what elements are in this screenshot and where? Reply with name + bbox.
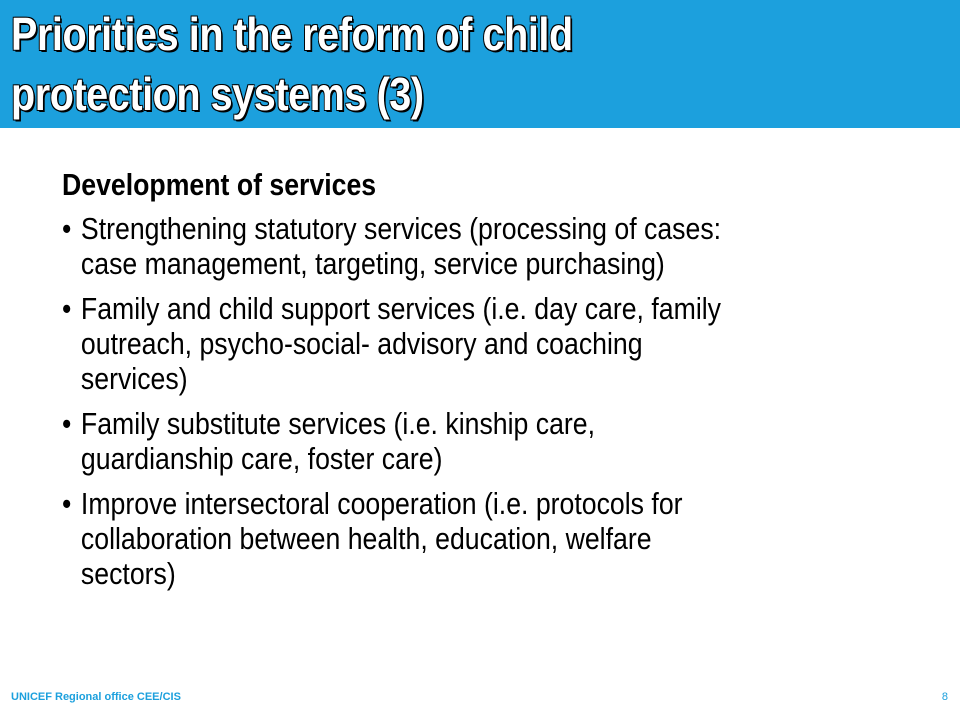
bullet-text-line: Strengthening statutory services (processing of cases: (80, 211, 722, 246)
page-number: 8 (941, 691, 948, 703)
bullet-text-line: Family and child support services (i.e. day care, family (80, 291, 722, 326)
slide-body (62, 165, 819, 601)
bullet-item (62, 211, 950, 281)
bullet-list (62, 211, 819, 591)
bullet-text-line: sectors) (80, 556, 176, 591)
slide-title-line-1: Priorities in the reform of child (11, 8, 573, 60)
slide-title (11, 4, 819, 124)
section-heading: Development of services (62, 167, 377, 202)
bullet-text-line: case management, targeting, service purchasing) (80, 246, 665, 281)
bullet-icon: • (62, 291, 72, 326)
footer-organization: UNICEF Regional office CEE/CIS (11, 691, 181, 703)
bullet-icon: • (62, 406, 72, 441)
bullet-text-line: outreach, psycho-social- advisory and coaching (80, 326, 643, 361)
bullet-text-line: services) (80, 361, 188, 396)
title-bar (0, 0, 960, 128)
bullet-icon: • (62, 211, 72, 246)
bullet-item (62, 291, 950, 396)
bullet-text-line: collaboration between health, education, welfare (80, 521, 652, 556)
bullet-item (62, 406, 950, 476)
slide-title-line-2: protection systems (3) (11, 68, 424, 120)
bullet-text-line: guardianship care, foster care) (80, 441, 443, 476)
bullet-icon: • (62, 486, 72, 521)
bullet-text-line: Improve intersectoral cooperation (i.e. protocols for (80, 486, 683, 521)
bullet-text-line: Family substitute services (i.e. kinship care, (80, 406, 596, 441)
bullet-item (62, 486, 950, 591)
